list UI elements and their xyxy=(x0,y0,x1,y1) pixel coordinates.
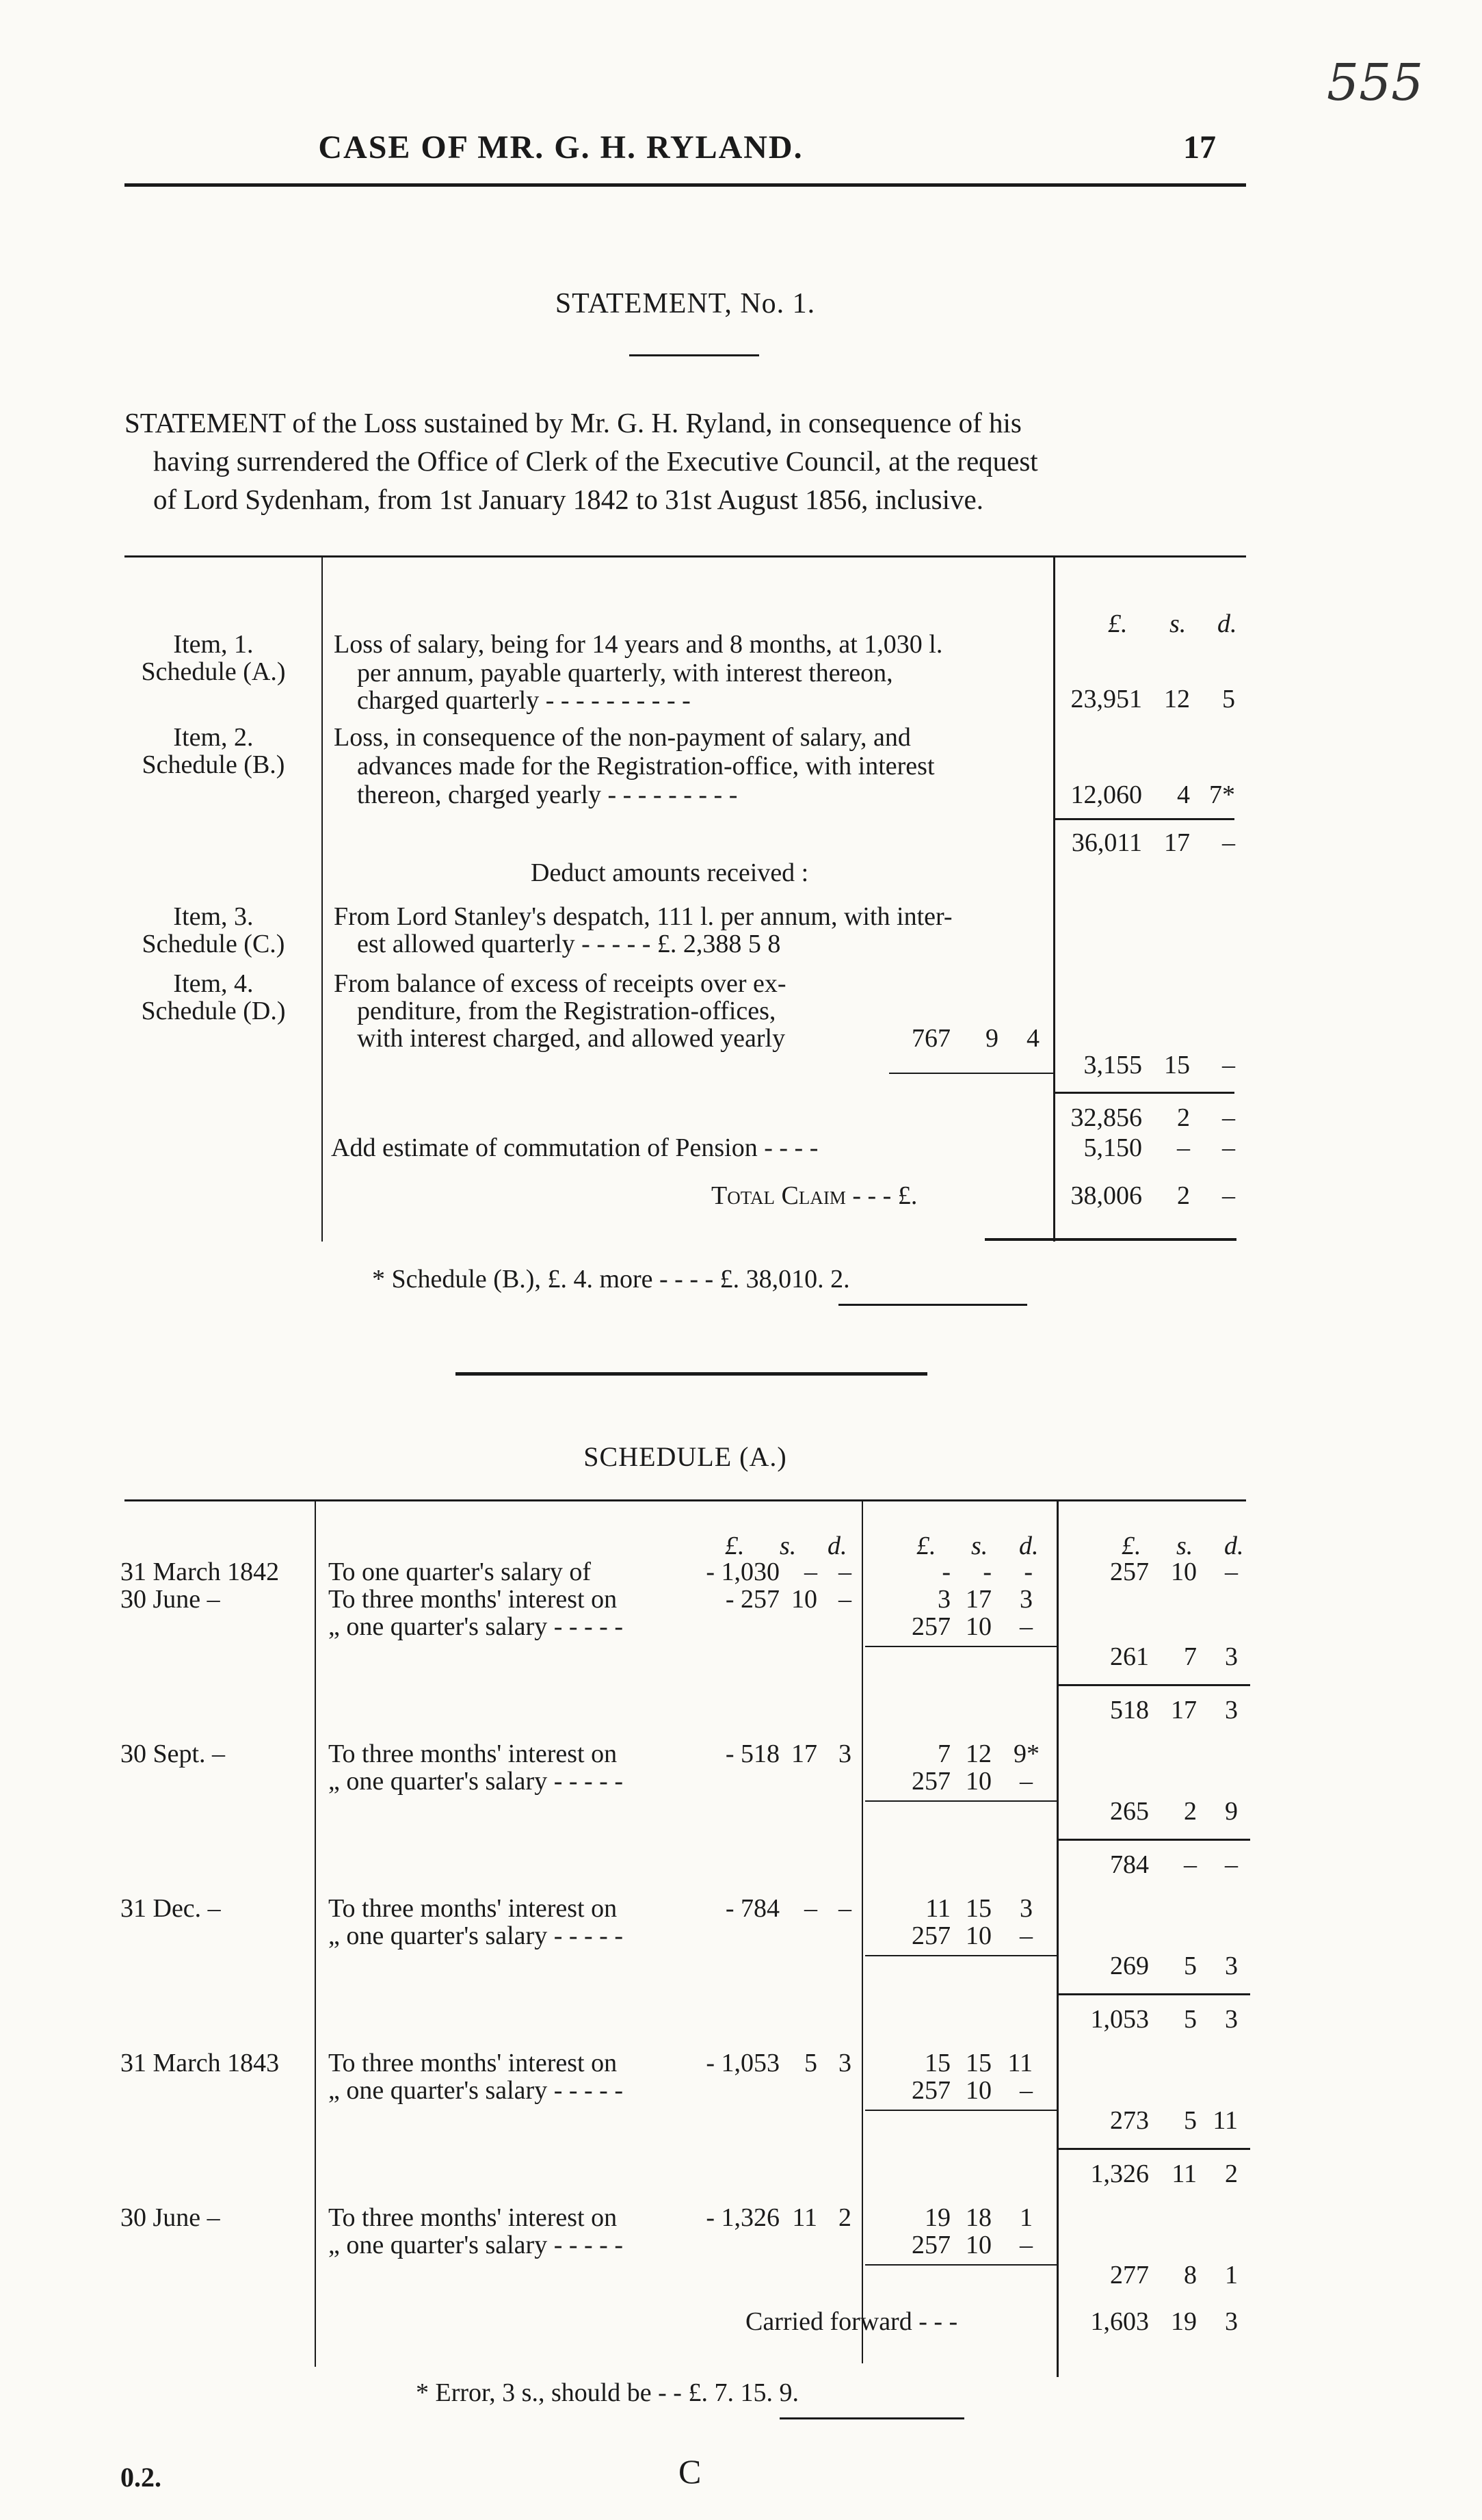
sch-row1-c-pence: – xyxy=(1225,1558,1238,1586)
block3-interest-pence: 11 xyxy=(1007,2049,1033,2077)
block4-base-pounds: 1,326 xyxy=(1090,2160,1149,2188)
item4-line1: From balance of excess of receipts over ex- xyxy=(334,969,786,998)
item4-ref: Item, 4. xyxy=(173,969,254,998)
block3-base-shillings: 5 xyxy=(1184,2005,1197,2034)
block3-interest-pounds: 15 xyxy=(925,2049,951,2077)
sch-row2-a-pounds: - 257 xyxy=(725,1585,780,1614)
statement-top-rule xyxy=(124,555,1246,557)
block1-base-pounds: 518 xyxy=(1110,1696,1149,1724)
intro-line-2: having surrendered the Office of Clerk of the Executive Council, at the request xyxy=(153,445,1038,477)
item2-ref: Item, 2. xyxy=(173,723,254,752)
block2-interest-desc: To three months' interest on xyxy=(328,1894,618,1923)
block2-interest-shillings: 15 xyxy=(966,1894,992,1923)
block2-base-shillings: – xyxy=(1184,1850,1197,1879)
total-claim-shillings: 2 xyxy=(1177,1181,1190,1210)
block3-sum-shillings: 5 xyxy=(1184,2106,1197,2135)
schedule-footnote: * Error, 3 s., should be - - £. 7. 15. 9. xyxy=(416,2378,799,2407)
sch-row2-date: 30 June – xyxy=(120,1585,220,1614)
subtotal-pence: – xyxy=(1222,828,1235,857)
block4-sum-pounds: 277 xyxy=(1110,2261,1149,2289)
block3-salary-shillings: 10 xyxy=(966,2076,992,2105)
sch-row1-a-shillings: – xyxy=(804,1558,817,1586)
block2-sum-pence: 3 xyxy=(1225,1952,1238,1980)
block4-a-pounds: - 1,326 xyxy=(706,2203,780,2232)
statement-footnote: * Schedule (B.), £. 4. more - - - - £. 38,010. 2. xyxy=(372,1265,850,1294)
sch-row1-date: 31 March 1842 xyxy=(120,1558,280,1586)
total-claim-label: Total Claim - - - £. xyxy=(711,1181,918,1210)
block2-a-shillings: – xyxy=(804,1894,817,1923)
block2-sum-pounds: 269 xyxy=(1110,1952,1149,1980)
sch-a-hdr-pence: d. xyxy=(828,1532,847,1560)
net-pounds: 32,856 xyxy=(1070,1103,1142,1132)
sch-first-sum-pence: 3 xyxy=(1225,1642,1238,1671)
sch-row1-b-pounds: - xyxy=(942,1558,951,1586)
subtotal-shillings: 17 xyxy=(1164,828,1190,857)
item1-pounds: 23,951 xyxy=(1070,685,1142,713)
deduct-total-pence: – xyxy=(1222,1051,1235,1079)
item1-pence: 5 xyxy=(1222,685,1235,713)
sch-row2-a-shillings: 10 xyxy=(791,1585,817,1614)
net-rule xyxy=(1055,1092,1234,1094)
pension-shillings: – xyxy=(1177,1133,1190,1162)
deduct-label: Deduct amounts received : xyxy=(531,858,809,887)
block1-a-pence: 3 xyxy=(838,1740,851,1768)
block2-date: 31 Dec. – xyxy=(120,1894,221,1923)
item1-line3: charged quarterly - - - - - - - - - - xyxy=(357,686,691,715)
block4-salary-shillings: 10 xyxy=(966,2231,992,2259)
sch-c-hdr-shillings: s. xyxy=(1176,1532,1193,1560)
statement-intro xyxy=(124,404,1246,519)
block4-a-shillings: 11 xyxy=(792,2203,817,2232)
schedule-col-divider-2 xyxy=(862,1501,863,2363)
block1-interest-pounds: 7 xyxy=(938,1740,951,1768)
pension-label: Add estimate of commutation of Pension - - - - xyxy=(331,1133,819,1162)
item2-shillings: 4 xyxy=(1177,780,1190,809)
item4-pence: 4 xyxy=(1027,1024,1040,1053)
block2-base-pounds: 784 xyxy=(1110,1850,1149,1879)
item1-line2: per annum, payable quarterly, with interest thereon, xyxy=(357,659,893,687)
sch-b-hdr-pounds: £. xyxy=(916,1532,936,1560)
block2-base-pence: – xyxy=(1225,1850,1238,1879)
statement-heading: STATEMENT, No. 1. xyxy=(555,288,816,319)
page-number: 17 xyxy=(1183,129,1216,166)
block1-base-pence: 3 xyxy=(1225,1696,1238,1724)
handwritten-folio-number: 555 xyxy=(1327,53,1424,112)
sch-row3-b-shillings: 10 xyxy=(966,1612,992,1641)
item2-line1: Loss, in consequence of the non-payment of salary, and xyxy=(334,723,911,752)
section-separator xyxy=(455,1372,927,1376)
total-claim-pence: – xyxy=(1222,1181,1235,1210)
item4-schedule: Schedule (D.) xyxy=(141,997,286,1025)
schedule-col-divider-3 xyxy=(1057,1501,1059,2377)
running-header xyxy=(0,129,1482,176)
block2-interest-pounds: 11 xyxy=(925,1894,951,1923)
block3-a-shillings: 5 xyxy=(804,2049,817,2077)
block1-a-shillings: 17 xyxy=(791,1740,817,1768)
block2-balance-rule xyxy=(1059,1993,1250,1995)
block4-salary-desc: „ one quarter's salary - - - - - xyxy=(328,2231,623,2259)
pension-pounds: 5,150 xyxy=(1083,1133,1142,1162)
sch-c-hdr-pounds: £. xyxy=(1122,1532,1141,1560)
sch-row1-desc: To one quarter's salary of xyxy=(328,1558,592,1586)
header-rule xyxy=(124,183,1246,187)
sch-first-sum-shillings: 7 xyxy=(1184,1642,1197,1671)
block4-sum-shillings: 8 xyxy=(1184,2261,1197,2289)
block2-salary-pence: – xyxy=(1020,1921,1033,1950)
item3-line2: est allowed quarterly - - - - - £. 2,388 5 8 xyxy=(357,930,781,958)
footer-reference: 0.2. xyxy=(120,2462,161,2493)
block2-a-pounds: - 784 xyxy=(725,1894,780,1923)
block3-date: 31 March 1843 xyxy=(120,2049,280,2077)
item4-pounds: 767 xyxy=(912,1024,951,1053)
item3-ref: Item, 3. xyxy=(173,902,254,931)
block1-salary-pounds: 257 xyxy=(912,1767,951,1796)
sch-row3-desc: „ one quarter's salary - - - - - xyxy=(328,1612,623,1641)
sch-a-hdr-shillings: s. xyxy=(780,1532,797,1560)
block1-salary-desc: „ one quarter's salary - - - - - xyxy=(328,1767,623,1796)
item2-pence: 7* xyxy=(1209,780,1235,809)
block2-salary-pounds: 257 xyxy=(912,1921,951,1950)
block3-salary-pence: – xyxy=(1020,2076,1033,2105)
block3-interest-shillings: 15 xyxy=(966,2049,992,2077)
net-pence: – xyxy=(1222,1103,1235,1132)
block1-salary-pence: – xyxy=(1020,1767,1033,1796)
stmt-header-pence: d. xyxy=(1217,609,1237,638)
carried-forward-label: Carried forward - - - xyxy=(745,2307,958,2336)
stmt-header-shillings: s. xyxy=(1169,609,1187,638)
item4-shillings: 9 xyxy=(985,1024,998,1053)
item1-line1: Loss of salary, being for 14 years and 8 months, at 1,030 l. xyxy=(334,630,943,659)
block2-salary-shillings: 10 xyxy=(966,1921,992,1950)
block3-sum-pounds: 273 xyxy=(1110,2106,1149,2135)
block1-sum-shillings: 2 xyxy=(1184,1797,1197,1826)
block4-interest-pounds: 19 xyxy=(925,2203,951,2232)
sch-a-hdr-pounds: £. xyxy=(725,1532,745,1560)
item1-ref: Item, 1. xyxy=(173,630,254,659)
deduct-total-shillings: 15 xyxy=(1164,1051,1190,1079)
item3-line1: From Lord Stanley's despatch, 111 l. per annum, with inter- xyxy=(334,902,953,931)
sch-balance-rule xyxy=(1059,1684,1250,1686)
carried-forward-pounds: 1,603 xyxy=(1090,2307,1149,2336)
sch-row3-b-pounds: 257 xyxy=(912,1612,951,1641)
block4-base-shillings: 11 xyxy=(1172,2160,1197,2188)
schedule-footnote-rule xyxy=(780,2417,964,2419)
sch-row2-desc: To three months' interest on xyxy=(328,1585,618,1614)
block3-sum-rule xyxy=(865,2110,1057,2111)
item2-pounds: 12,060 xyxy=(1070,780,1142,809)
item4-line3: with interest charged, and allowed yearly xyxy=(357,1024,786,1053)
block3-interest-desc: To three months' interest on xyxy=(328,2049,618,2077)
sch-sum-rule xyxy=(865,1646,1057,1647)
subtotal-rule xyxy=(1055,818,1234,820)
block1-interest-shillings: 12 xyxy=(966,1740,992,1768)
footnote-rule xyxy=(838,1304,1027,1306)
block4-interest-desc: To three months' interest on xyxy=(328,2203,618,2232)
block2-salary-desc: „ one quarter's salary - - - - - xyxy=(328,1921,623,1950)
block1-salary-shillings: 10 xyxy=(966,1767,992,1796)
block1-sum-rule xyxy=(865,1800,1057,1802)
sch-row2-b-pounds: 3 xyxy=(938,1585,951,1614)
block1-balance-rule xyxy=(1059,1839,1250,1841)
sch-row3-b-pence: – xyxy=(1020,1612,1033,1641)
subtotal-pounds: 36,011 xyxy=(1071,828,1142,857)
block3-balance-rule xyxy=(1059,2148,1250,2150)
block4-base-pence: 2 xyxy=(1225,2160,1238,2188)
deduct-rule xyxy=(889,1073,1055,1074)
block1-date: 30 Sept. – xyxy=(120,1740,226,1768)
sch-row2-a-pence: – xyxy=(838,1585,851,1614)
block1-interest-desc: To three months' interest on xyxy=(328,1740,618,1768)
schedule-top-rule xyxy=(124,1499,1246,1501)
block4-salary-pounds: 257 xyxy=(912,2231,951,2259)
carried-forward-pence: 3 xyxy=(1225,2307,1238,2336)
intro-line-3: of Lord Sydenham, from 1st January 1842 to 31st August 1856, inclusive. xyxy=(153,484,983,515)
item4-line2: penditure, from the Registration-offices, xyxy=(357,997,776,1025)
block4-sum-pence: 1 xyxy=(1225,2261,1238,2289)
total-claim-rule xyxy=(985,1238,1236,1241)
carried-forward-shillings: 19 xyxy=(1171,2307,1197,2336)
item2-schedule: Schedule (B.) xyxy=(142,750,285,779)
statement-col-divider-right xyxy=(1053,557,1055,1242)
sch-row1-a-pence: – xyxy=(838,1558,851,1586)
heading-rule xyxy=(629,354,759,356)
sch-row1-a-pounds: - 1,030 xyxy=(706,1558,780,1586)
block2-interest-pence: 3 xyxy=(1020,1894,1033,1923)
deduct-total-pounds: 3,155 xyxy=(1083,1051,1142,1079)
block4-interest-pence: 1 xyxy=(1020,2203,1033,2232)
block3-sum-pence: 11 xyxy=(1213,2106,1238,2135)
statement-col-divider-left xyxy=(321,557,323,1242)
item1-shillings: 12 xyxy=(1164,685,1190,713)
sch-row1-b-pence: - xyxy=(1024,1558,1033,1586)
sch-row1-c-shillings: 10 xyxy=(1171,1558,1197,1586)
block1-sum-pounds: 265 xyxy=(1110,1797,1149,1826)
sch-row1-b-shillings: - xyxy=(983,1558,992,1586)
block1-sum-pence: 9 xyxy=(1225,1797,1238,1826)
block3-base-pounds: 1,053 xyxy=(1090,2005,1149,2034)
pension-pence: – xyxy=(1222,1133,1235,1162)
intro-line-1: STATEMENT of the Loss sustained by Mr. G. H. Ryland, in consequence of his xyxy=(124,407,1022,438)
block3-a-pounds: - 1,053 xyxy=(706,2049,780,2077)
schedule-heading: SCHEDULE (A.) xyxy=(583,1441,787,1472)
block3-a-pence: 3 xyxy=(838,2049,851,2077)
net-shillings: 2 xyxy=(1177,1103,1190,1132)
block4-sum-rule xyxy=(865,2264,1057,2266)
block4-salary-pence: – xyxy=(1020,2231,1033,2259)
sch-b-hdr-shillings: s. xyxy=(971,1532,988,1560)
block4-a-pence: 2 xyxy=(838,2203,851,2232)
footer-signature-mark: C xyxy=(678,2452,702,2491)
sch-row2-b-pence: 3 xyxy=(1020,1585,1033,1614)
block1-base-shillings: 17 xyxy=(1171,1696,1197,1724)
item2-line3: thereon, charged yearly - - - - - - - - - xyxy=(357,780,738,809)
page-title: CASE OF MR. G. H. RYLAND. xyxy=(318,129,804,166)
block3-salary-desc: „ one quarter's salary - - - - - xyxy=(328,2076,623,2105)
block3-base-pence: 3 xyxy=(1225,2005,1238,2034)
item2-line2: advances made for the Registration-office, with interest xyxy=(357,752,935,780)
total-claim-pounds: 38,006 xyxy=(1070,1181,1142,1210)
schedule-col-divider-1 xyxy=(315,1501,316,2367)
block2-a-pence: – xyxy=(838,1894,851,1923)
block4-date: 30 June – xyxy=(120,2203,220,2232)
block2-sum-shillings: 5 xyxy=(1184,1952,1197,1980)
item1-schedule: Schedule (A.) xyxy=(141,657,286,686)
sch-b-hdr-pence: d. xyxy=(1019,1532,1039,1560)
block4-interest-shillings: 18 xyxy=(966,2203,992,2232)
block2-sum-rule xyxy=(865,1955,1057,1956)
block3-salary-pounds: 257 xyxy=(912,2076,951,2105)
sch-row2-b-shillings: 17 xyxy=(966,1585,992,1614)
item3-schedule: Schedule (C.) xyxy=(142,930,285,958)
block1-a-pounds: - 518 xyxy=(725,1740,780,1768)
sch-first-sum-pounds: 261 xyxy=(1110,1642,1149,1671)
sch-row1-c-pounds: 257 xyxy=(1110,1558,1149,1586)
sch-c-hdr-pence: d. xyxy=(1224,1532,1244,1560)
stmt-header-pounds: £. xyxy=(1108,609,1128,638)
block1-interest-pence: 9* xyxy=(1014,1740,1040,1768)
